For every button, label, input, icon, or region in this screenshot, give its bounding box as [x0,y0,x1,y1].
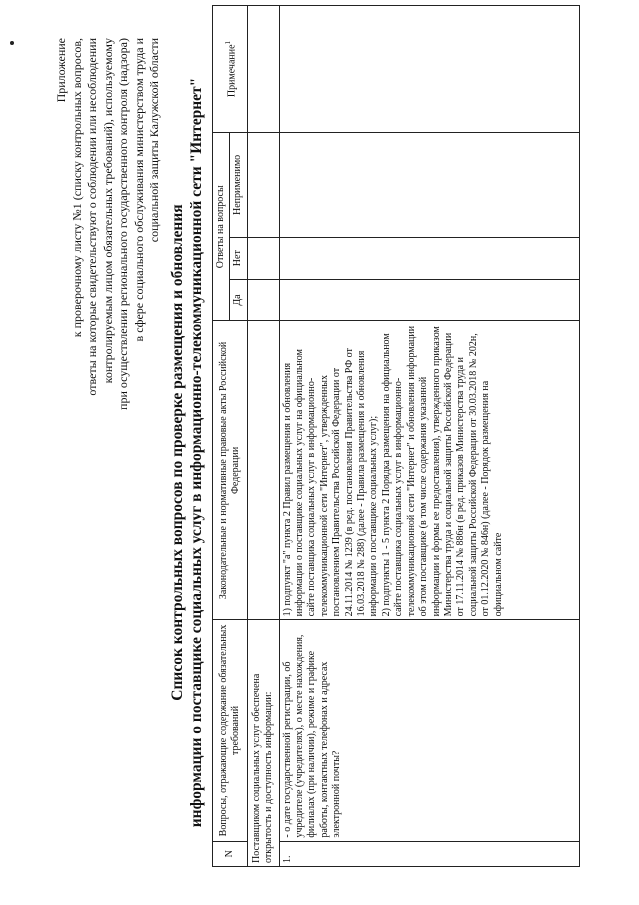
header-question: Вопросы, отражающие содержание обязательных требований [213,620,248,841]
header-law: Законодательные и нормативные правовые акты Российской Федерации [213,321,248,620]
title-line-1: Список контрольных вопросов по проверке размещения и обновления [169,204,186,701]
header-na: Неприменимо [230,133,247,238]
appendix-line: к проверочному листу №1 (списку контрольных вопросов, [69,38,84,338]
document-title [168,0,206,905]
law-item-2: 2) подпункты 1 - 5 пункта 2 Порядка размещения на официальном сайте поставщика социальных услуг в информационно-телекоммуникационной сети "Интернет" и обновления информации об этом поставщике (в том числе содержания указанной информации и формы ее предоставления), утвержденного приказом Министерства труда и социальной защиты Российской Федерации от 17.11.2014 № 886н (в ред. приказов Министерства труда и социальной защиты Российской Федерации от 30.03.2018 № 202н, от 01.12.2020 № 846н) (далее - Порядок размещения на официальном сайте [380,325,504,617]
header-yes: Да [230,279,247,321]
section-law-cell [247,321,279,620]
appendix-block [54,38,163,598]
checklist-table [212,5,580,867]
law-item-1: 1) подпункт "а" пункта 2 Правил размещения и обновления информации о поставщике социальных услуг на официальном сайте поставщика социальных услуг в информационно-телекоммуникационной сети "Интернет", утвержденных постановлением Правительства Российской Федерации от 24.11.2014 № 1239 (в ред. постановления Правительства РФ от 16.03.2018 № 288) (далее - Правила размещения и обновления информации о поставщике социальных услуг); [281,348,380,617]
appendix-line: при осуществлении регионального государственного контроля (надзора) [116,38,130,410]
section-text: Поставщиком социальных услуг обеспечена открытость и доступность информации: [247,620,279,867]
header-no: Нет [230,237,247,279]
scan-dot [10,41,14,45]
row-num: 1. [279,841,579,866]
row-yes-cell[interactable] [279,279,579,321]
section-no-cell [247,237,279,279]
appendix-line: ответы на которые свидетельствуют о соблюдении или несоблюдении [85,38,99,396]
header-num: N [213,841,248,866]
header-note-footnote: 1 [223,40,232,45]
section-yes-cell [247,279,279,321]
checklist-table-wrap [212,5,580,867]
appendix-line: контролируемым лицом обязательных требований), используемому [100,38,115,384]
title-line-2: информации о поставщике социальных услуг в информационно-телекоммуникационной сети "Интернет" [188,77,205,828]
header-note [213,6,248,133]
header-note-label: Примечание [225,44,237,98]
section-row [247,6,279,867]
appendix-line: социальной защиты Калужской области [147,38,161,243]
row-note-cell[interactable] [279,6,579,133]
header-row [213,6,230,867]
row-question: - о дате государственной регистрации, об учредителе (учредителях), о месте нахождения, филиалах (при наличии), режиме и графике работы, контактных телефонах и адресах электронной почты? [279,620,579,841]
section-note-cell [247,6,279,133]
appendix-line: в сфере социального обслуживания министерством труда и [131,38,146,342]
header-answers: Ответы на вопросы [213,133,230,321]
row-law [279,321,579,620]
table-row [279,6,579,867]
row-na-cell[interactable] [279,133,579,238]
appendix-line: Приложение [54,38,68,103]
section-na-cell [247,133,279,238]
row-no-cell[interactable] [279,237,579,279]
